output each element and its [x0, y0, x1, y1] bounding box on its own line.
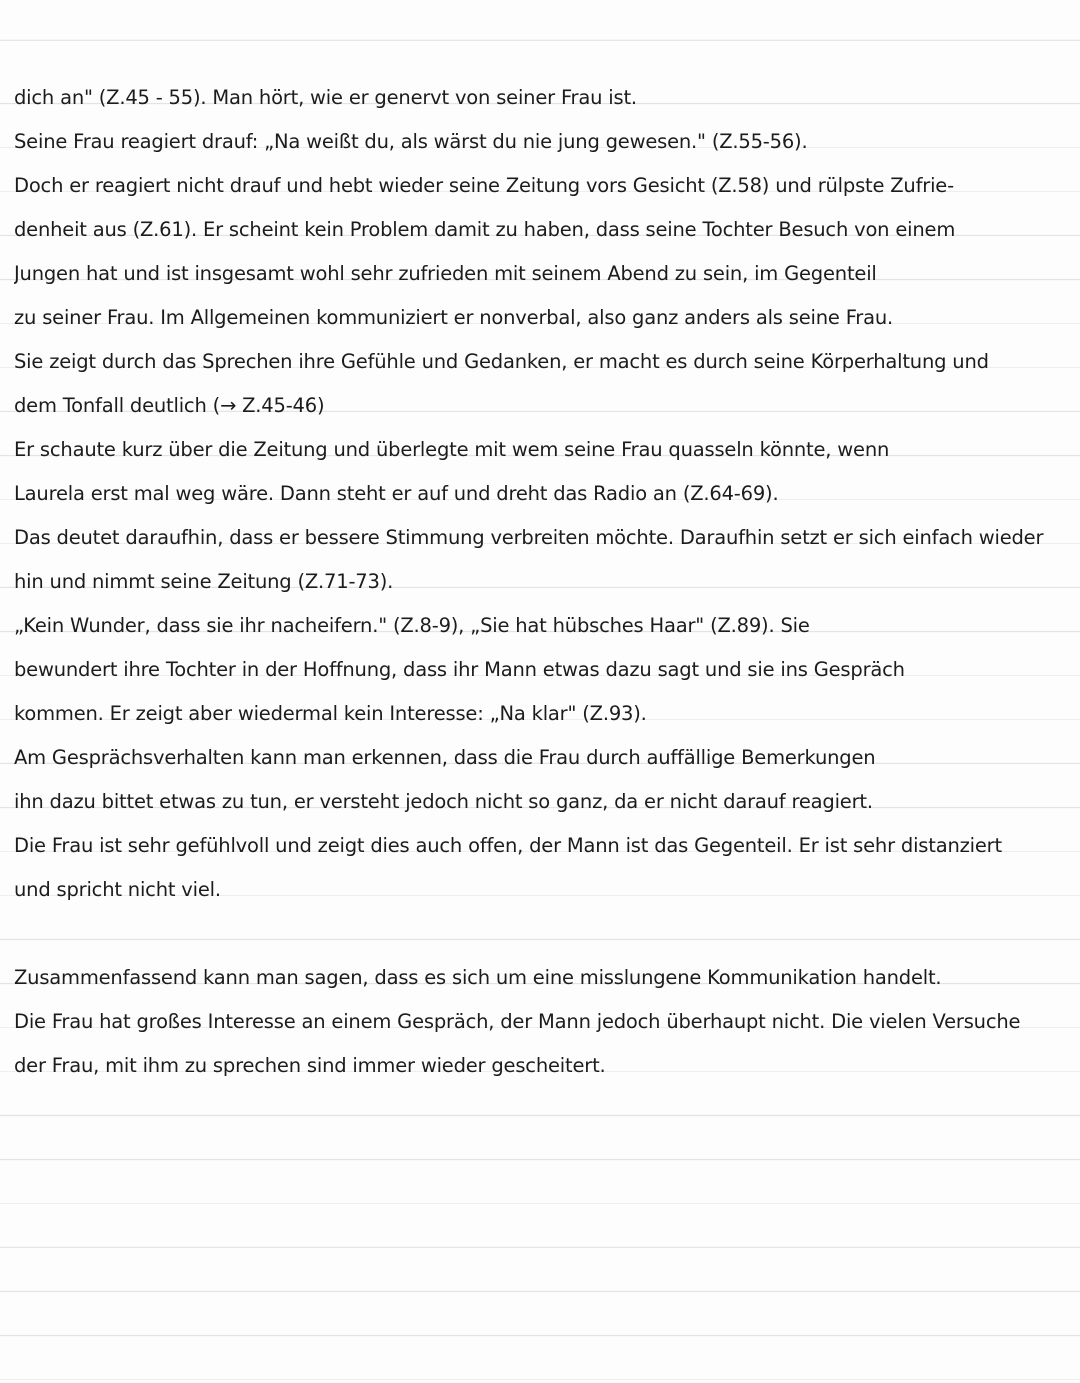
text-line: Das deutet daraufhin, dass er bessere Stimmung verbreiten möchte. Daraufhin setzt er sich einfach wieder: [14, 526, 1044, 549]
text-line: dem Tonfall deutlich (→ Z.45-46): [14, 394, 325, 417]
text-line: der Frau, mit ihm zu sprechen sind immer wieder gescheitert.: [14, 1054, 606, 1077]
text-line: ihn dazu bittet etwas zu tun, er versteht jedoch nicht so ganz, da er nicht darauf reagiert.: [14, 790, 873, 813]
text-line: bewundert ihre Tochter in der Hoffnung, dass ihr Mann etwas dazu sagt und sie ins Gespräch: [14, 658, 905, 681]
text-line: zu seiner Frau. Im Allgemeinen kommuniziert er nonverbal, also ganz anders als seine Frau.: [14, 306, 894, 329]
text-line: kommen. Er zeigt aber wiedermal kein Interesse: „Na klar" (Z.93).: [14, 702, 647, 725]
text-line: Doch er reagiert nicht drauf und hebt wieder seine Zeitung vors Gesicht (Z.58) und rülpste Zufrie-: [14, 174, 954, 197]
text-line: „Kein Wunder, dass sie ihr nacheifern." (Z.8-9), „Sie hat hübsches Haar" (Z.89). Sie: [14, 614, 810, 637]
text-line: Seine Frau reagiert drauf: „Na weißt du, als wärst du nie jung gewesen." (Z.55-56).: [14, 130, 808, 153]
text-line: Jungen hat und ist insgesamt wohl sehr zufrieden mit seinem Abend zu sein, im Gegenteil: [14, 262, 877, 285]
text-line: dich an" (Z.45 - 55). Man hört, wie er genervt von seiner Frau ist.: [14, 86, 637, 109]
text-line: Die Frau hat großes Interesse an einem Gespräch, der Mann jedoch überhaupt nicht. Die vielen Versuche: [14, 1010, 1021, 1033]
paragraph-gap: [14, 912, 1066, 956]
text-line: denheit aus (Z.61). Er scheint kein Problem damit zu haben, dass seine Tochter Besuch von einem: [14, 218, 956, 241]
text-line: Am Gesprächsverhalten kann man erkennen, dass die Frau durch auffällige Bemerkungen: [14, 746, 876, 769]
text-line: Er schaute kurz über die Zeitung und überlegte mit wem seine Frau quasseln könnte, wenn: [14, 438, 890, 461]
text-line: Zusammenfassend kann man sagen, dass es sich um eine misslungene Kommunikation handelt.: [14, 966, 942, 989]
text-line: und spricht nicht viel.: [14, 878, 221, 901]
text-line: Sie zeigt durch das Sprechen ihre Gefühle und Gedanken, er macht es durch seine Körperhaltung und: [14, 350, 989, 373]
text-line: Die Frau ist sehr gefühlvoll und zeigt dies auch offen, der Mann ist das Gegenteil. Er ist sehr distanziert: [14, 834, 1002, 857]
text-line: hin und nimmt seine Zeitung (Z.71-73).: [14, 570, 394, 593]
handwritten-text: [14, 76, 1066, 1088]
text-line: Laurela erst mal weg wäre. Dann steht er auf und dreht das Radio an (Z.64-69).: [14, 482, 779, 505]
